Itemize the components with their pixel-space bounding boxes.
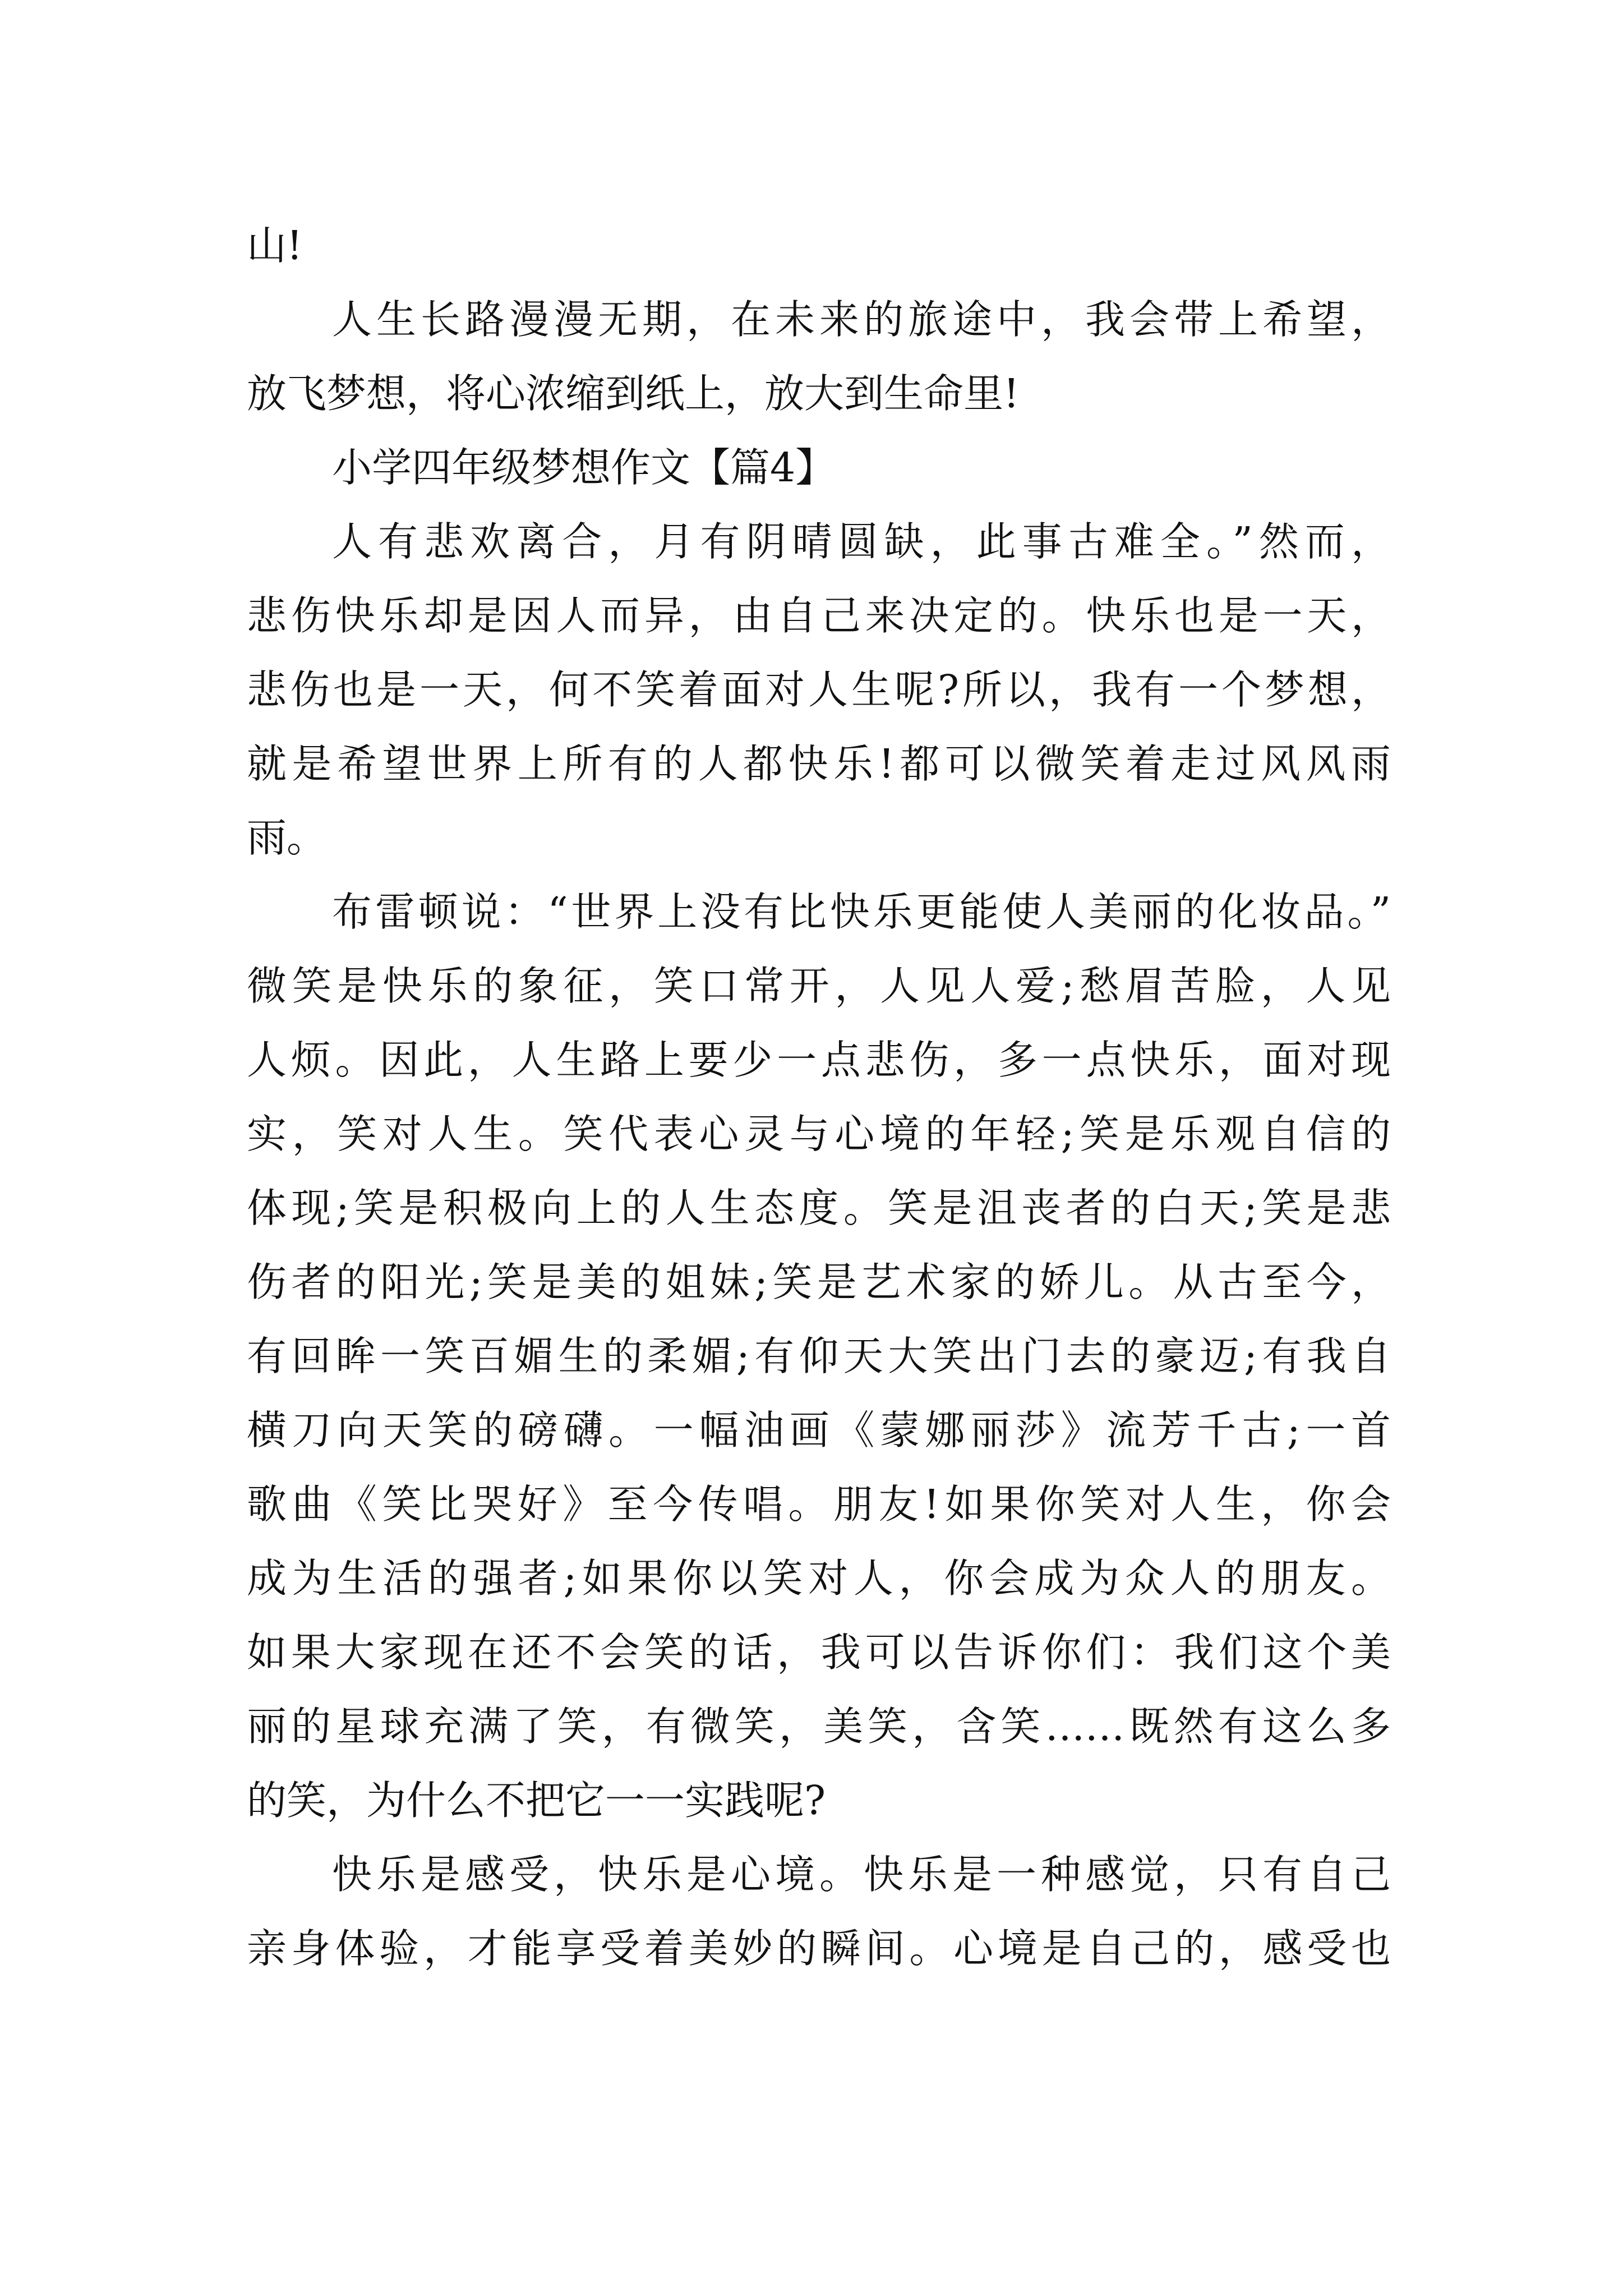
paragraph — [247, 505, 1391, 875]
text-line: 人有悲欢离合，月有阴晴圆缺，此事古难全。”然而， — [332, 518, 1391, 565]
document-body — [247, 209, 1391, 1986]
text-line: 悲伤快乐却是因人而异，由自己来决定的。快乐也是一天， — [247, 592, 1391, 639]
paragraph — [247, 1838, 1391, 1986]
text-line: 雨。 — [247, 815, 327, 861]
paragraph — [247, 283, 1391, 431]
text-line: 体现;笑是积极向上的人生态度。笑是沮丧者的白天;笑是悲 — [247, 1185, 1391, 1231]
paragraph — [247, 875, 1391, 1838]
text-line: 如果大家现在还不会笑的话，我可以告诉你们：我们这个美 — [247, 1629, 1391, 1676]
text-line: 亲身体验，才能享受着美妙的瞬间。心境是自己的，感受也 — [247, 1925, 1391, 1972]
text-line: 布雷顿说：“世界上没有比快乐更能使人美丽的化妆品。” — [332, 889, 1391, 935]
text-line: 就是希望世界上所有的人都快乐!都可以微笑着走过风风雨 — [247, 740, 1391, 787]
text-line: 快乐是感受，快乐是心境。快乐是一种感觉，只有自己 — [332, 1851, 1391, 1898]
text-line: 歌曲《笑比哭好》至今传唱。朋友!如果你笑对人生，你会 — [247, 1481, 1391, 1527]
section-heading — [247, 431, 1391, 505]
text-line: 的笑，为什么不把它一一实践呢? — [247, 1777, 826, 1824]
paragraph — [247, 209, 1391, 283]
text-line: 成为生活的强者;如果你以笑对人，你会成为众人的朋友。 — [247, 1555, 1391, 1602]
text-line: 人烦。因此，人生路上要少一点悲伤，多一点快乐，面对现 — [247, 1037, 1391, 1083]
section-heading-text: 小学四年级梦想作文【篇4】 — [332, 444, 836, 491]
text-line: 放飞梦想，将心浓缩到纸上，放大到生命里! — [247, 370, 1020, 417]
text-line: 实，笑对人生。笑代表心灵与心境的年轻;笑是乐观自信的 — [247, 1111, 1391, 1157]
text-line: 丽的星球充满了笑，有微笑，美笑，含笑……既然有这么多 — [247, 1703, 1391, 1750]
text-line: 伤者的阳光;笑是美的姐妹;笑是艺术家的娇儿。从古至今， — [247, 1259, 1391, 1305]
text-line: 悲伤也是一天，何不笑着面对人生呢?所以，我有一个梦想， — [247, 666, 1391, 713]
text-line: 微笑是快乐的象征，笑口常开，人见人爱;愁眉苦脸，人见 — [247, 963, 1391, 1009]
text-line: 横刀向天笑的磅礴。一幅油画《蒙娜丽莎》流芳千古;一首 — [247, 1407, 1391, 1453]
text-line: 山! — [247, 222, 303, 269]
text-line: 有回眸一笑百媚生的柔媚;有仰天大笑出门去的豪迈;有我自 — [247, 1333, 1391, 1379]
text-line: 人生长路漫漫无期，在未来的旅途中，我会带上希望， — [332, 296, 1391, 343]
